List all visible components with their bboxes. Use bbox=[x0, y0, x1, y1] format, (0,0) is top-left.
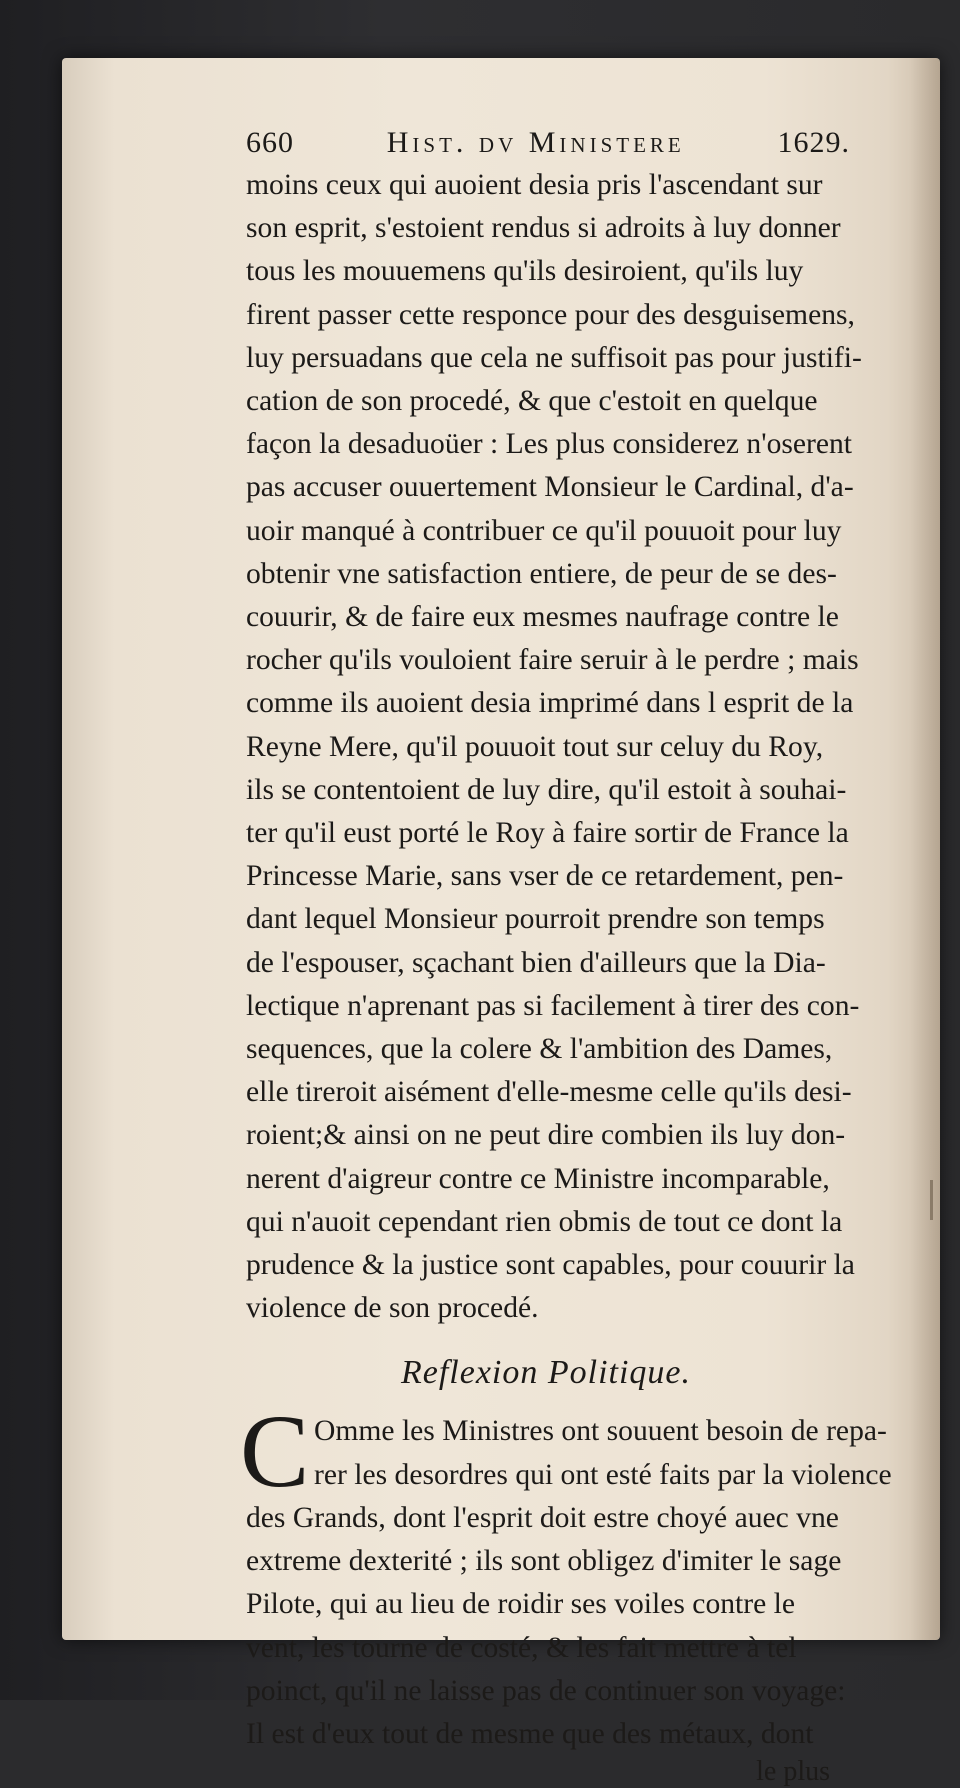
paragraph-2 bbox=[240, 1394, 892, 1788]
text-line: pas accuser ouuertement Monsieur le Cardinal, d'a- bbox=[246, 471, 854, 504]
text-line: poinct, qu'il ne laisse pas de continuer son voyage: bbox=[246, 1674, 846, 1707]
text-line: violence de son procedé. bbox=[246, 1292, 539, 1325]
page-fold-mark bbox=[930, 1180, 933, 1220]
text-line: sequences, que la colere & l'ambition des Dames, bbox=[246, 1033, 833, 1066]
text-line: comme ils auoient desia imprimé dans l esprit de la bbox=[246, 687, 854, 720]
text-line: Omme les Ministres ont souuent besoin de repa- bbox=[314, 1415, 887, 1448]
text-line: tous les mouuemens qu'ils desiroient, qu'ils luy bbox=[246, 255, 804, 288]
text-line: couurir, & de faire eux mesmes naufrage contre le bbox=[246, 601, 839, 634]
text-line: ils se contentoient de luy dire, qu'il estoit à souhai- bbox=[246, 773, 847, 806]
drop-cap: C bbox=[240, 1394, 310, 1510]
text-line: des Grands, dont l'esprit doit estre choyé auec vne bbox=[246, 1501, 839, 1534]
text-line: Reyne Mere, qu'il pouuoit tout sur celuy du Roy, bbox=[246, 730, 824, 763]
text-line: de l'espouser, sçachant bien d'ailleurs que la Dia- bbox=[246, 946, 826, 979]
catchword: le plus bbox=[756, 1756, 830, 1788]
running-year: 1629. bbox=[777, 126, 850, 159]
text-line: roient;& ainsi on ne peut dire combien ils luy don- bbox=[246, 1119, 846, 1152]
text-line: obtenir vne satisfaction entiere, de peur de se des- bbox=[246, 557, 837, 590]
page-edge-shadow bbox=[910, 58, 940, 1640]
running-head bbox=[246, 126, 850, 160]
text-line: son esprit, s'estoient rendus si adroits à luy donner bbox=[246, 212, 841, 245]
text-line: rocher qu'ils vouloient faire seruir à le perdre ; mais bbox=[246, 644, 859, 677]
text-line: cation de son procedé, & que c'estoit en quelque bbox=[246, 385, 818, 418]
text-line: moins ceux qui auoient desia pris l'ascendant sur bbox=[246, 169, 823, 201]
text-line: Pilote, qui au lieu de roidir ses voiles contre le bbox=[246, 1588, 796, 1621]
text-line: firent passer cette responce pour des desguisemens, bbox=[246, 298, 855, 331]
text-line: uoir manqué à contribuer ce qu'il pouuoit pour luy bbox=[246, 514, 842, 547]
text-line: luy persuadans que cela ne suffisoit pas pour justifi- bbox=[246, 341, 862, 374]
text-line: Il est d'eux tout de mesme que des métaux, dont bbox=[246, 1717, 814, 1750]
text-line: elle tireroit aisément d'elle-mesme celle qu'ils desi- bbox=[246, 1076, 852, 1109]
text-line: ter qu'il eust porté le Roy à faire sortir de France la bbox=[246, 817, 849, 850]
text-line: dant lequel Monsieur pourroit prendre son temps bbox=[246, 903, 825, 936]
page-text bbox=[160, 126, 892, 1788]
text-line: qui n'auoit cependant rien obmis de tout ce dont la bbox=[246, 1205, 843, 1238]
text-line: extreme dexterité ; ils sont obligez d'imiter le sage bbox=[246, 1545, 842, 1578]
paragraph-1 bbox=[160, 164, 862, 1330]
text-line: Princesse Marie, sans vser de ce retardement, pen- bbox=[246, 860, 844, 893]
text-line: rer les desordres qui ont esté faits par la violence bbox=[314, 1458, 892, 1491]
text-line: vent, les tourne de costé, & les fait mettre à tel bbox=[246, 1631, 797, 1664]
text-line: lectique n'aprenant pas si facilement à tirer des con- bbox=[246, 989, 860, 1022]
text-line: prudence & la justice sont capables, pour couurir la bbox=[246, 1249, 855, 1282]
section-heading: Reflexion Politique. bbox=[400, 1354, 692, 1392]
running-title: Hist. dv Ministere bbox=[386, 126, 685, 159]
text-line: nerent d'aigreur contre ce Ministre incomparable, bbox=[246, 1162, 830, 1195]
page-number: 660 bbox=[246, 126, 294, 159]
text-line: façon la desaduoüer : Les plus considerez n'oserent bbox=[246, 428, 853, 461]
